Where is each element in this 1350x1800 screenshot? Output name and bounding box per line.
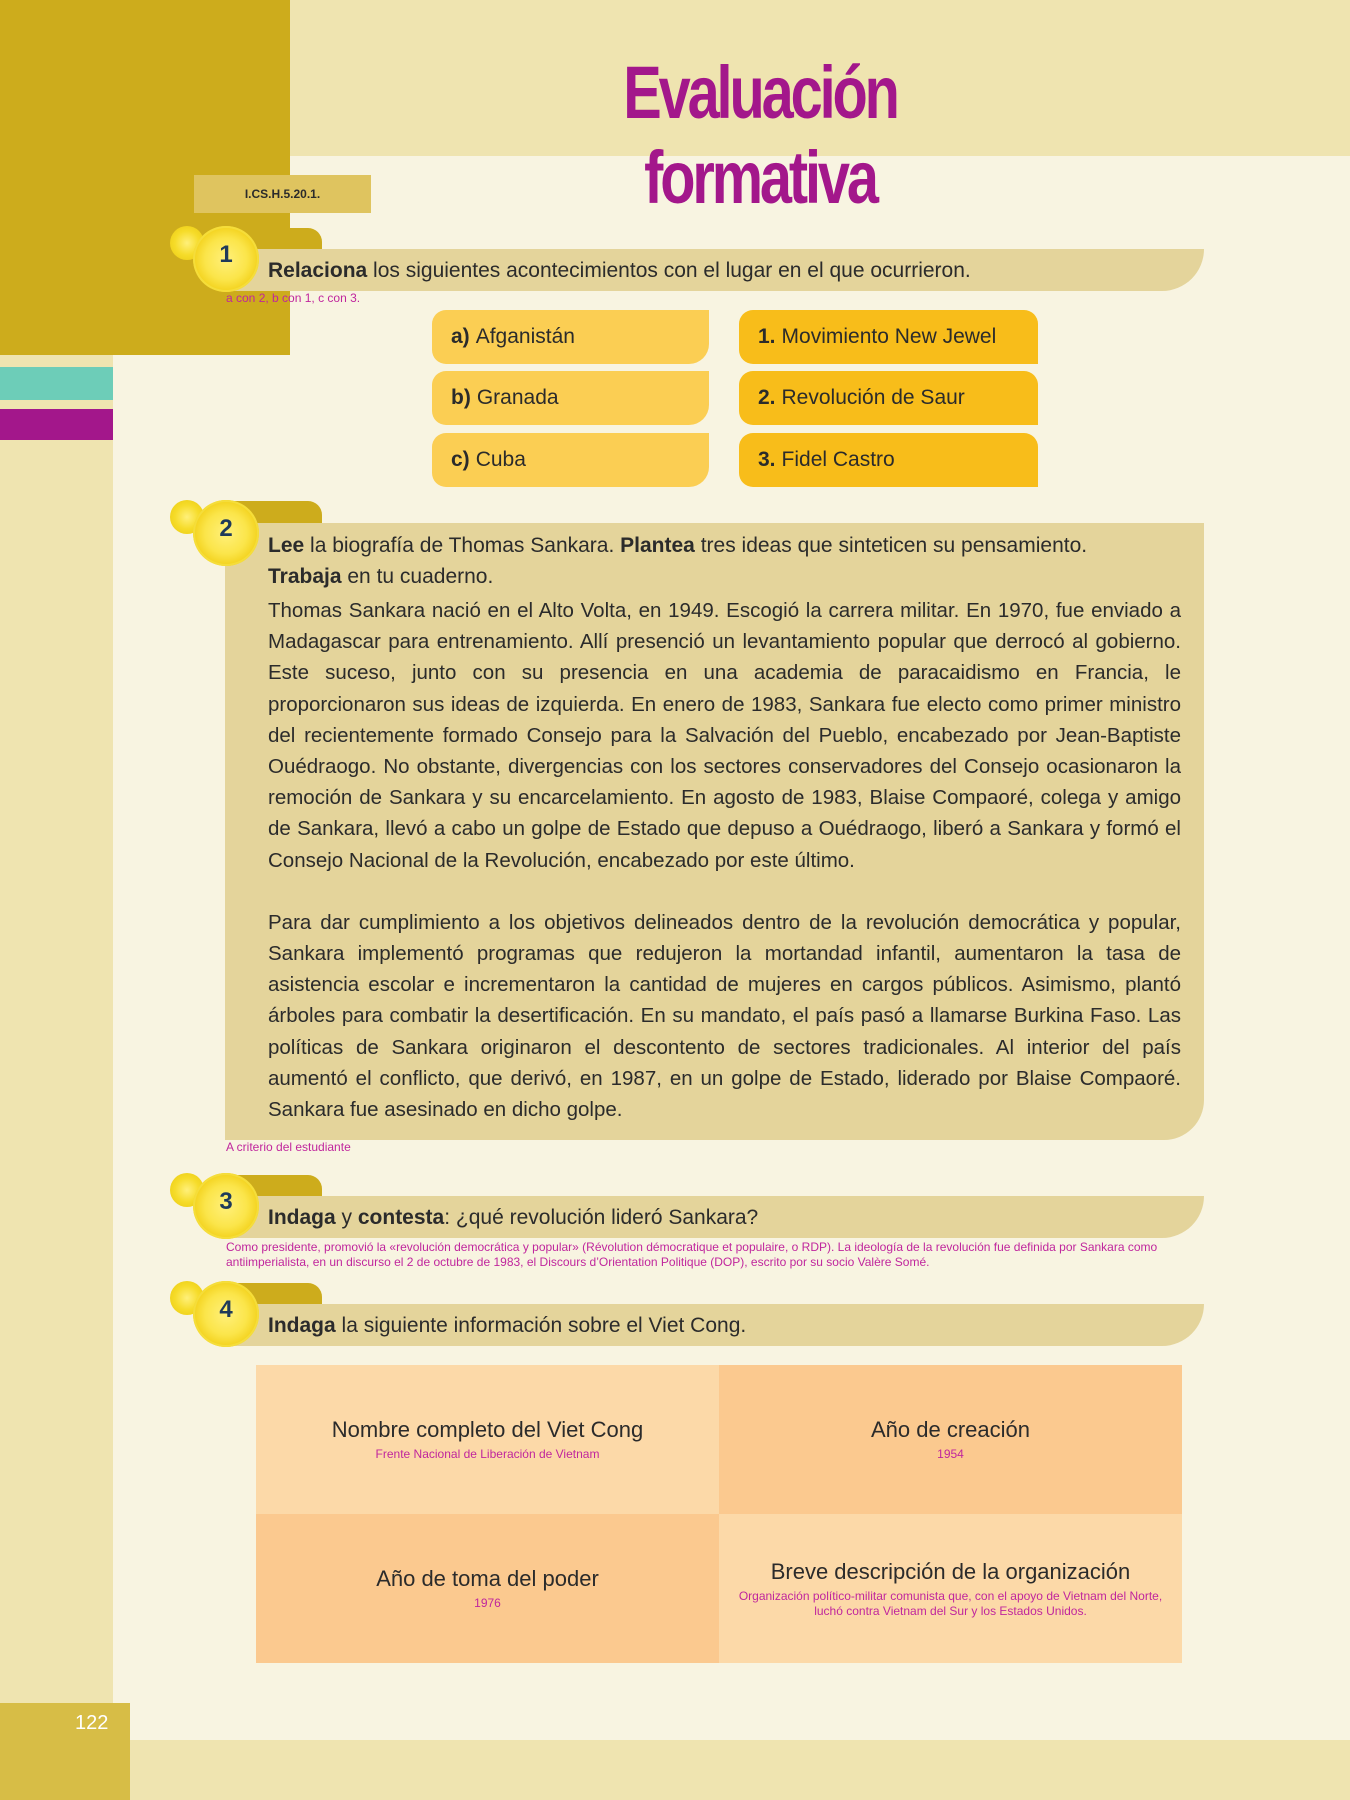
bottom-band: [0, 1740, 1350, 1800]
match-left-a-label: Afganistán: [475, 325, 575, 348]
activity-3-text-1: y: [335, 1206, 358, 1229]
match-left-a: [432, 310, 709, 364]
table-cell-creation-year: [719, 1365, 1182, 1514]
match-left-c: [432, 433, 709, 487]
match-right-1-label: Movimiento New Jewel: [781, 325, 997, 348]
table-cell-power-year: [256, 1514, 719, 1663]
activity-2-text-3: en tu cuaderno.: [341, 565, 494, 588]
activity-4-instruction: [268, 1314, 746, 1338]
table-cell-name: [256, 1365, 719, 1514]
indicator-code: I.CS.H.5.20.1.: [194, 175, 371, 213]
page-title: Evaluación formativa: [623, 51, 897, 219]
activity-2-verb-plantea: Plantea: [620, 534, 695, 557]
teal-strip: [0, 367, 113, 400]
activity-3-text-2: : ¿qué revolución lideró Sankara?: [444, 1206, 759, 1229]
match-left-b: [432, 371, 709, 425]
activity-3-number: 3: [219, 1188, 233, 1215]
match-left-b-label: Granada: [476, 386, 559, 409]
table-cell-description-answer: Organización político-militar comunista que, con el apoyo de Vietnam del Norte, luchó contra Vietnam del Sur y los Estados Unidos.: [738, 1588, 1163, 1618]
table-cell-power-year-answer: 1976: [474, 1596, 501, 1610]
biography-paragraph-2: Para dar cumplimiento a los objetivos delineados dentro de la revolución democrática y popular, Sankara implementó programas que redujeron la mortandad infantil, aumentaron la tasa de asistencia escolar e incrementaron la cantidad de mujeres en cargos públicos. Asimismo, plantó árboles para combatir la desertificación. En su mandato, el país pasó a llamarse Burkina Faso. Las políticas de Sankara originaron el descontento de sectores tradicionales. Al interior del país aumentó el conflicto, que derivó, en 1987, en un golpe de Estado, liderado por Blaise Compaoré. Sankara fue asesinado en dicho golpe.: [268, 910, 1181, 1122]
table-cell-power-year-header: Año de toma del poder: [376, 1566, 599, 1591]
match-right-1: [739, 310, 1038, 364]
activity-1-number: 1: [219, 241, 233, 268]
activity-3-instruction: [268, 1206, 758, 1230]
match-left-c-label: Cuba: [475, 448, 526, 471]
table-cell-description: [719, 1514, 1182, 1663]
activity-2-verb-trabaja: Trabaja: [268, 565, 342, 588]
activity-2-verb-lee: Lee: [268, 534, 305, 557]
match-right-3-label: Fidel Castro: [781, 448, 895, 471]
biography-text: [268, 595, 1181, 1125]
activity-1-answer: a con 2, b con 1, c con 3.: [226, 291, 361, 305]
match-right-2: [739, 371, 1038, 425]
activity-1-text: los siguientes acontecimientos con el lugar en el que ocurrieron.: [367, 259, 971, 282]
table-cell-name-header: Nombre completo del Viet Cong: [331, 1417, 644, 1442]
activity-3-answer: Como presidente, promovió la «revolución democrática y popular» (Révolution démocratique et populaire, o RDP). La ideología de la revolución fue definida por Sankara como antiimperialista, en un discurso el 2 de octubre de 1983, el Discours d’Orientation Politique (DOP), escrito por su socio Valère Somé.: [226, 1240, 1158, 1269]
match-right-2-label: Revolución de Saur: [781, 386, 965, 409]
match-left-a-key: a): [451, 325, 470, 348]
table-cell-name-answer: Frente Nacional de Liberación de Vietnam: [375, 1447, 600, 1461]
activity-2-instruction: [268, 530, 1188, 592]
activity-4-text: la siguiente información sobre el Viet Cong.: [335, 1314, 747, 1337]
activity-2-text-2: tres ideas que sinteticen su pensamiento.: [694, 534, 1088, 557]
activity-3-verb-indaga: Indaga: [268, 1206, 336, 1229]
match-right-3-key: 3.: [758, 448, 776, 471]
table-cell-creation-year-answer: 1954: [937, 1447, 964, 1461]
match-left-b-key: b): [451, 386, 471, 409]
biography-paragraph-1: Thomas Sankara nació en el Alto Volta, en 1949. Escogió la carrera militar. En 1970, fue enviado a Madagascar para entrenamiento. Allí presenció un levantamiento popular que derrocó al gobierno. Este suceso, junto con su presencia en una academia de paracaidismo en Francia, le proporcionaron sus ideas de izquierda. En enero de 1983, Sankara fue electo como primer ministro del recientemente formado Consejo para la Salvación del Pueblo, encabezado por Jean-Baptiste Ouédraogo. No obstante, divergencias con los sectores conservadores del Consejo ocasionaron la remoción de Sankara y su encarcelamiento. En agosto de 1983, Blaise Compaoré, colega y amigo de Sankara, llevó a cabo un golpe de Estado que depuso a Ouédraogo, liberó a Sankara y formó el Consejo Nacional de la Revolución, encabezado por este último.: [268, 599, 1181, 872]
match-right-3: [739, 433, 1038, 487]
viet-cong-table: [256, 1365, 1182, 1663]
match-right-2-key: 2.: [758, 386, 776, 409]
match-right-1-key: 1.: [758, 325, 776, 348]
activity-2-text-1: la biografía de Thomas Sankara.: [304, 534, 621, 557]
match-left-c-key: c): [451, 448, 470, 471]
activity-2-answer: A criterio del estudiante: [226, 1140, 351, 1154]
page-number: 122: [75, 1712, 109, 1734]
activity-1-verb: Relaciona: [268, 259, 368, 282]
activity-1-instruction: [268, 259, 971, 283]
activity-4-number: 4: [219, 1296, 233, 1323]
table-cell-creation-year-header: Año de creación: [871, 1417, 1030, 1442]
table-cell-description-header: Breve descripción de la organización: [770, 1558, 1131, 1584]
activity-3-verb-contesta: contesta: [357, 1206, 445, 1229]
activity-4-verb: Indaga: [268, 1314, 336, 1337]
magenta-strip: [0, 409, 113, 440]
activity-2-number: 2: [219, 515, 233, 542]
